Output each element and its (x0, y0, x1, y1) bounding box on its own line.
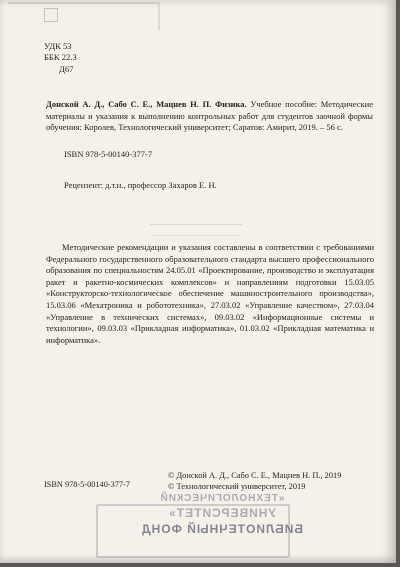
copyright-authors: © Донской А. Д., Сабо С. Е., Мацнев Н. П., 2019 (168, 471, 342, 480)
isbn-top: ISBN 978-5-00140-377-7 (64, 149, 153, 159)
methodology-paragraph: Методические рекомендации и указания составлены в соответствии с требованиями Федерального государственного образовательного стандарта высшего профессионального образования по специальностям 24.05.01 «Проектирование, производство и эксплуатация ракет и ракетно-космических комплексов» и направлениям подготовки 15.03.05 «Конструкторско-технологическое обеспечение машиностроительного производства», 15.03.06 «Мехатроника и робототехника», 27.03.02 «Управление качеством», 27.03.04 «Управление в технических системах», 09.03.02 «Информационные системы и технологии», 09.03.03 «Прикладная информатика», 01.03.02 «Прикладная математика и информатика». (46, 242, 374, 345)
authors-title: Донской А. Д., Сабо С. Е., Мацнев Н. П. Физика. (46, 99, 247, 109)
stamp-line-2: УНИВЕРСИТЕТ» (168, 506, 276, 520)
classification-block (44, 41, 77, 75)
copyright-university: © Технологический университет, 2019 (168, 482, 306, 491)
isbn-bottom: ISBN 978-5-00140-377-7 (44, 480, 130, 489)
stamp-box-mark (44, 8, 58, 22)
udc-code: УДК 53 (44, 41, 72, 51)
bibliographic-description (46, 99, 373, 134)
stamp-line-1: «ТЕХНОЛОГИЧЕСКИЙ (159, 493, 285, 504)
library-stamp-bleed-through (62, 493, 382, 559)
author-mark: Д67 (59, 63, 74, 74)
copyright-block (168, 470, 341, 492)
reviewer-line: Рецензент: д.т.н., профессор Захаров Е. Н. (64, 180, 217, 190)
faint-bleed-mark (150, 224, 242, 236)
bbk-code: ББК 22.3 (44, 52, 77, 63)
faint-stamp-top (8, 2, 160, 30)
bibliographic-details: Учебное пособие: Методические материалы и указания к выполнению контрольных работ для студентов заочной формы обучения: Королев, Технологический университет; Саратов: Амирит, 2019. – 56 с. (46, 99, 373, 133)
stamp-line-3: БИБЛИОТЕЧНЫЙ ФОНД (141, 522, 303, 536)
